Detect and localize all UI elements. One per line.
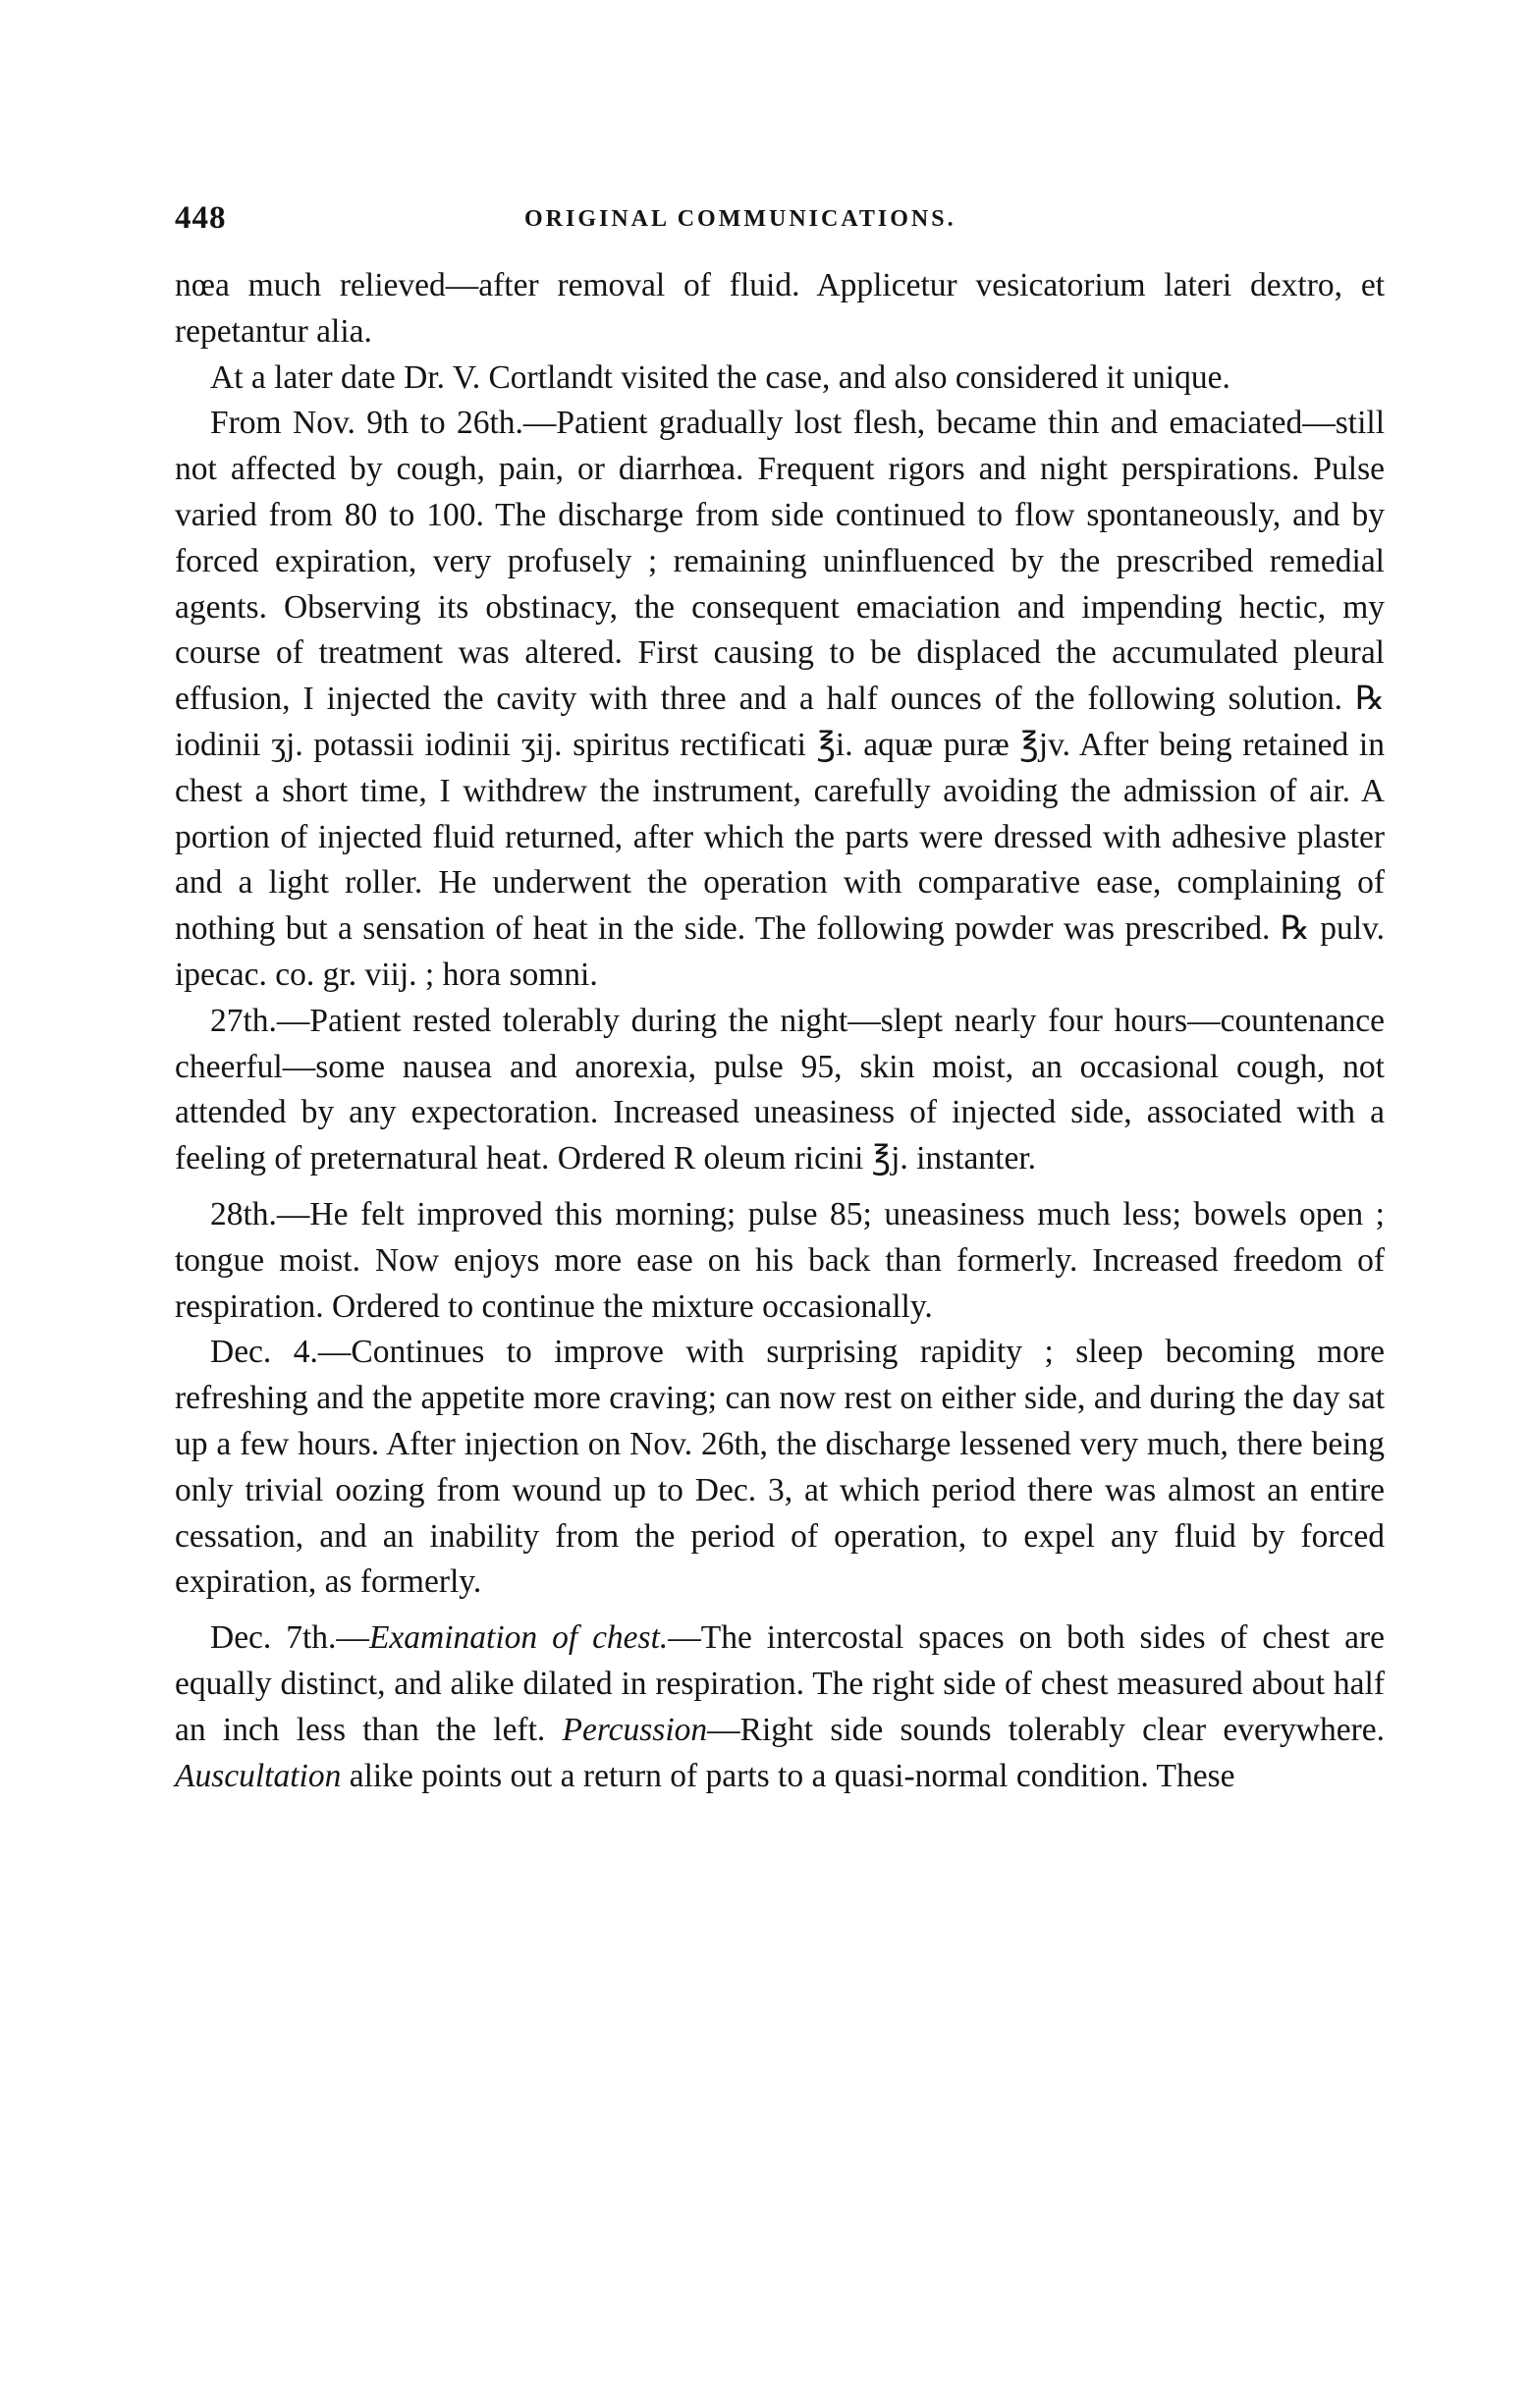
paragraph-3-text: From Nov. 9th to 26th.—Patient gradually lost flesh, became thin and emaciated—still not affected by cough, pain, or diarrhœa. Frequent rigors and night perspirations. Pulse varied from 80 to 100. The discharge from side continued to flow spontaneously, and by forced expiration, very profusely ; remaining uninfluenced by the prescribed remedial agents. Observing its obstinacy, the consequent emaciation and impending hectic, my course of treatment was altered. First causing to be displaced the accumulated pleural effusion, I injected the cavity with three and a half ounces of the following solution. ℞ iodinii ʒj. potassii iodinii ʒij. spiritus rectificati ℥i. aquæ puræ ℥jv. After being retained in chest a short time, I withdrew the instrument, carefully avoiding the admission of air. A portion of injected fluid returned, after which the parts were dressed with adhesive plaster and a light roller. He underwent the operation with comparative ease, complaining of nothing but a sensation of heat in the side. The following powder was prescribed. ℞ pulv. ipecac. co. gr. viij. ; hora somni. bbox=[175, 405, 1385, 993]
paragraph-7 bbox=[175, 1615, 1385, 1799]
paragraph-3 bbox=[175, 401, 1385, 998]
paragraph-6-text: Dec. 4.—Continues to improve with surprising rapidity ; sleep becoming more refreshing and the appetite more craving; can now rest on either side, and during the day sat up a few hours. After injection on Nov. 26th, the discharge lessened very much, there being only trivial oozing from wound up to Dec. 3, at which period there was almost an entire cessation, and an inability from the period of operation, to expel any fluid by forced expiration, as formerly. bbox=[175, 1334, 1385, 1601]
paragraph-7-text-c: —Right side sounds tolerably clear everywhere. bbox=[707, 1711, 1385, 1748]
paragraph-7-heading-examination: Examination of chest. bbox=[368, 1619, 669, 1657]
paragraph-5-text: 28th.—He felt improved this morning; pulse 85; uneasiness much less; bowels open ; tongue moist. Now enjoys more ease on his back than formerly. Increased freedom of respiration. Ordered to continue the mixture occasionally. bbox=[175, 1195, 1385, 1325]
running-head: ORIGINAL COMMUNICATIONS. bbox=[524, 206, 956, 232]
paragraph-7-heading-percussion: Percussion bbox=[562, 1711, 708, 1748]
paragraph-2 bbox=[175, 356, 1385, 402]
paragraph-7-heading-auscultation: Auscultation bbox=[175, 1757, 342, 1794]
paragraph-2-text: At a later date Dr. V. Cortlandt visited the case, and also considered it unique. bbox=[210, 358, 1230, 396]
paragraph-1-text: nœa much relieved—after removal of fluid. Applicetur vesicatorium lateri dextro, et repetantur alia. bbox=[175, 267, 1385, 350]
body-text bbox=[175, 263, 1385, 1799]
paragraph-7-text-b: —The intercostal spaces on both sides of chest are equally distinct, and alike dilated in respiration. The right side of chest measured about half an inch less than the left. bbox=[175, 1619, 1385, 1748]
page-number: 448 bbox=[175, 200, 227, 236]
page-header bbox=[175, 200, 1383, 247]
paragraph-1 bbox=[175, 263, 1385, 356]
paragraph-4 bbox=[175, 999, 1385, 1182]
paragraph-6 bbox=[175, 1330, 1385, 1606]
paragraph-4-text: 27th.—Patient rested tolerably during the night—slept nearly four hours—countenance cheerful—some nausea and anorexia, pulse 95, skin moist, an occasional cough, not attended by any expectoration. Increased uneasiness of injected side, associated with a feeling of preternatural heat. Ordered R oleum ricini ℥j. instanter. bbox=[175, 1002, 1385, 1177]
paragraph-7-text-a: Dec. 7th.— bbox=[210, 1619, 369, 1657]
paragraph-5 bbox=[175, 1192, 1385, 1330]
paragraph-7-text-d: alike points out a return of parts to a quasi-normal condition. These bbox=[341, 1757, 1235, 1794]
